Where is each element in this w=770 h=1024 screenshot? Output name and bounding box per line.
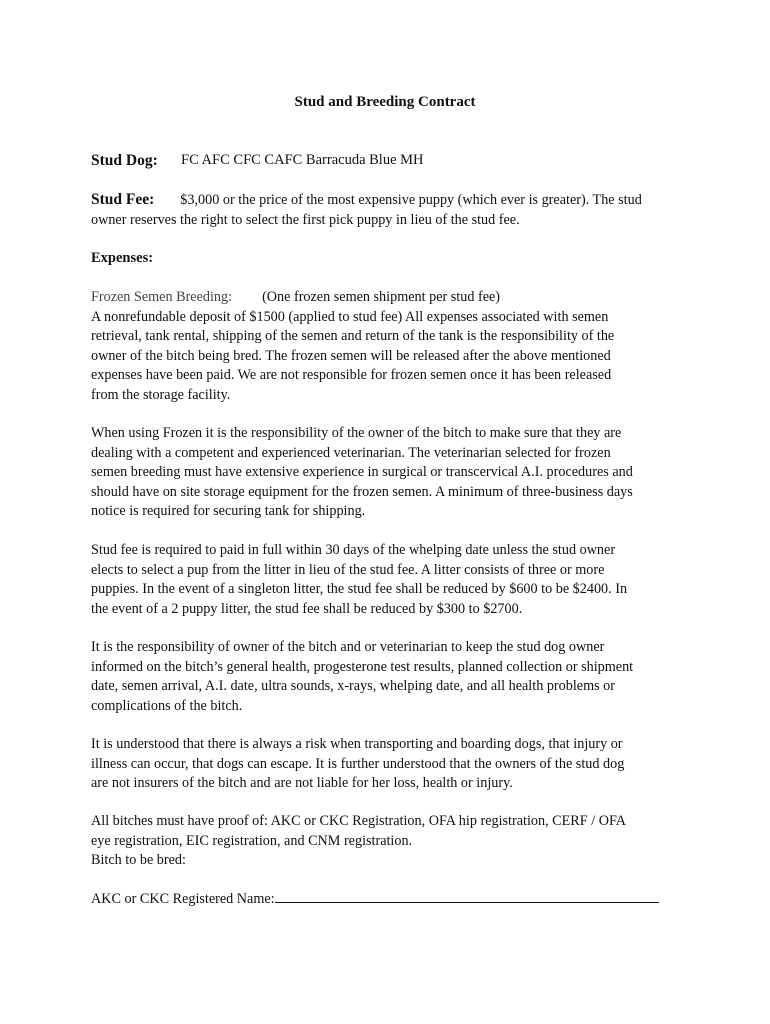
risk-line: It is understood that there is always a risk when transporting and boarding dogs, that injury or [91, 736, 623, 752]
stud-dog-value: FC AFC CFC CAFC Barracuda Blue MH [181, 152, 424, 168]
proof-line: eye registration, EIC registration, and CNM registration. [91, 832, 413, 849]
registered-name-row [91, 890, 681, 910]
expenses-label: Expenses: [91, 250, 154, 266]
fee-line: Stud fee is required to paid in full within 30 days of the whelping date unless the stud owner [91, 542, 616, 558]
vet-line: should have on site storage equipment for the frozen semen. A minimum of three-business days [91, 483, 633, 500]
expenses-heading [91, 250, 153, 267]
proof-paragraph [91, 812, 681, 871]
risk-line: are not insurers of the bitch and are not liable for her loss, health or injury. [91, 775, 513, 791]
inform-line: date, semen arrival, A.I. date, ultra sounds, x-rays, whelping date, and all health problems or [91, 678, 615, 694]
vet-line: When using Frozen it is the responsibility of the owner of the bitch to make sure that they are [91, 425, 622, 441]
stud-fee-block [91, 190, 681, 230]
frozen-line: retrieval, tank rental, shipping of the semen and return of the tank is the responsibility of the [91, 328, 615, 344]
frozen-line: from the storage facility. [91, 386, 231, 403]
vet-paragraph [91, 424, 681, 522]
inform-line: informed on the bitch’s general health, progesterone test results, planned collection or shipment [91, 658, 634, 675]
registered-name-label: AKC or CKC Registered Name: [91, 891, 275, 907]
stud-dog-label: Stud Dog: [91, 152, 158, 169]
vet-line: dealing with a competent and experienced veterinarian. The veterinarian selected for frozen [91, 444, 611, 461]
page-title: Stud and Breeding Contract [294, 94, 476, 110]
frozen-line: owner of the bitch being bred. The frozen semen will be released after the above mentioned [91, 347, 611, 364]
frozen-semen-block [91, 288, 681, 405]
frozen-line: A nonrefundable deposit of $1500 (applied to stud fee) All expenses associated with semen [91, 308, 609, 325]
frozen-line: expenses have been paid. We are not responsible for frozen semen once it has been released [91, 367, 612, 383]
stud-fee-line-2: owner reserves the right to select the first pick puppy in lieu of the stud fee. [91, 211, 520, 228]
vet-line: semen breeding must have extensive experience in surgical or transcervical A.I. procedures and [91, 464, 633, 480]
vet-line: notice is required for securing tank for shipping. [91, 503, 366, 519]
stud-dog-row [91, 152, 424, 170]
inform-line: complications of the bitch. [91, 697, 243, 714]
fee-line: puppies. In the event of a singleton litter, the stud fee shall be reduced by $600 to be $2400. In [91, 581, 628, 597]
inform-line: It is the responsibility of owner of the bitch and or veterinarian to keep the stud dog owner [91, 639, 605, 655]
registered-name-field[interactable] [275, 890, 659, 903]
fee-line: the event of a 2 puppy litter, the stud fee shall be reduced by $300 to $2700. [91, 600, 523, 617]
stud-fee-line-1: $3,000 or the price of the most expensive puppy (which ever is greater). The stud [180, 192, 642, 208]
risk-paragraph [91, 735, 681, 794]
risk-line: illness can occur, that dogs can escape. It is further understood that the owners of the stud dog [91, 755, 625, 772]
fee-paragraph [91, 541, 681, 619]
stud-fee-label: Stud Fee: [91, 191, 155, 208]
frozen-semen-label: Frozen Semen Breeding: [91, 289, 233, 305]
inform-paragraph [91, 638, 681, 716]
frozen-semen-note: (One frozen semen shipment per stud fee) [262, 289, 501, 305]
bitch-to-be-bred-label: Bitch to be bred: [91, 852, 186, 868]
proof-line: All bitches must have proof of: AKC or CKC Registration, OFA hip registration, CERF / OFA [91, 813, 627, 829]
fee-line: elects to select a pup from the litter in lieu of the stud fee. A litter consists of three or more [91, 561, 605, 578]
